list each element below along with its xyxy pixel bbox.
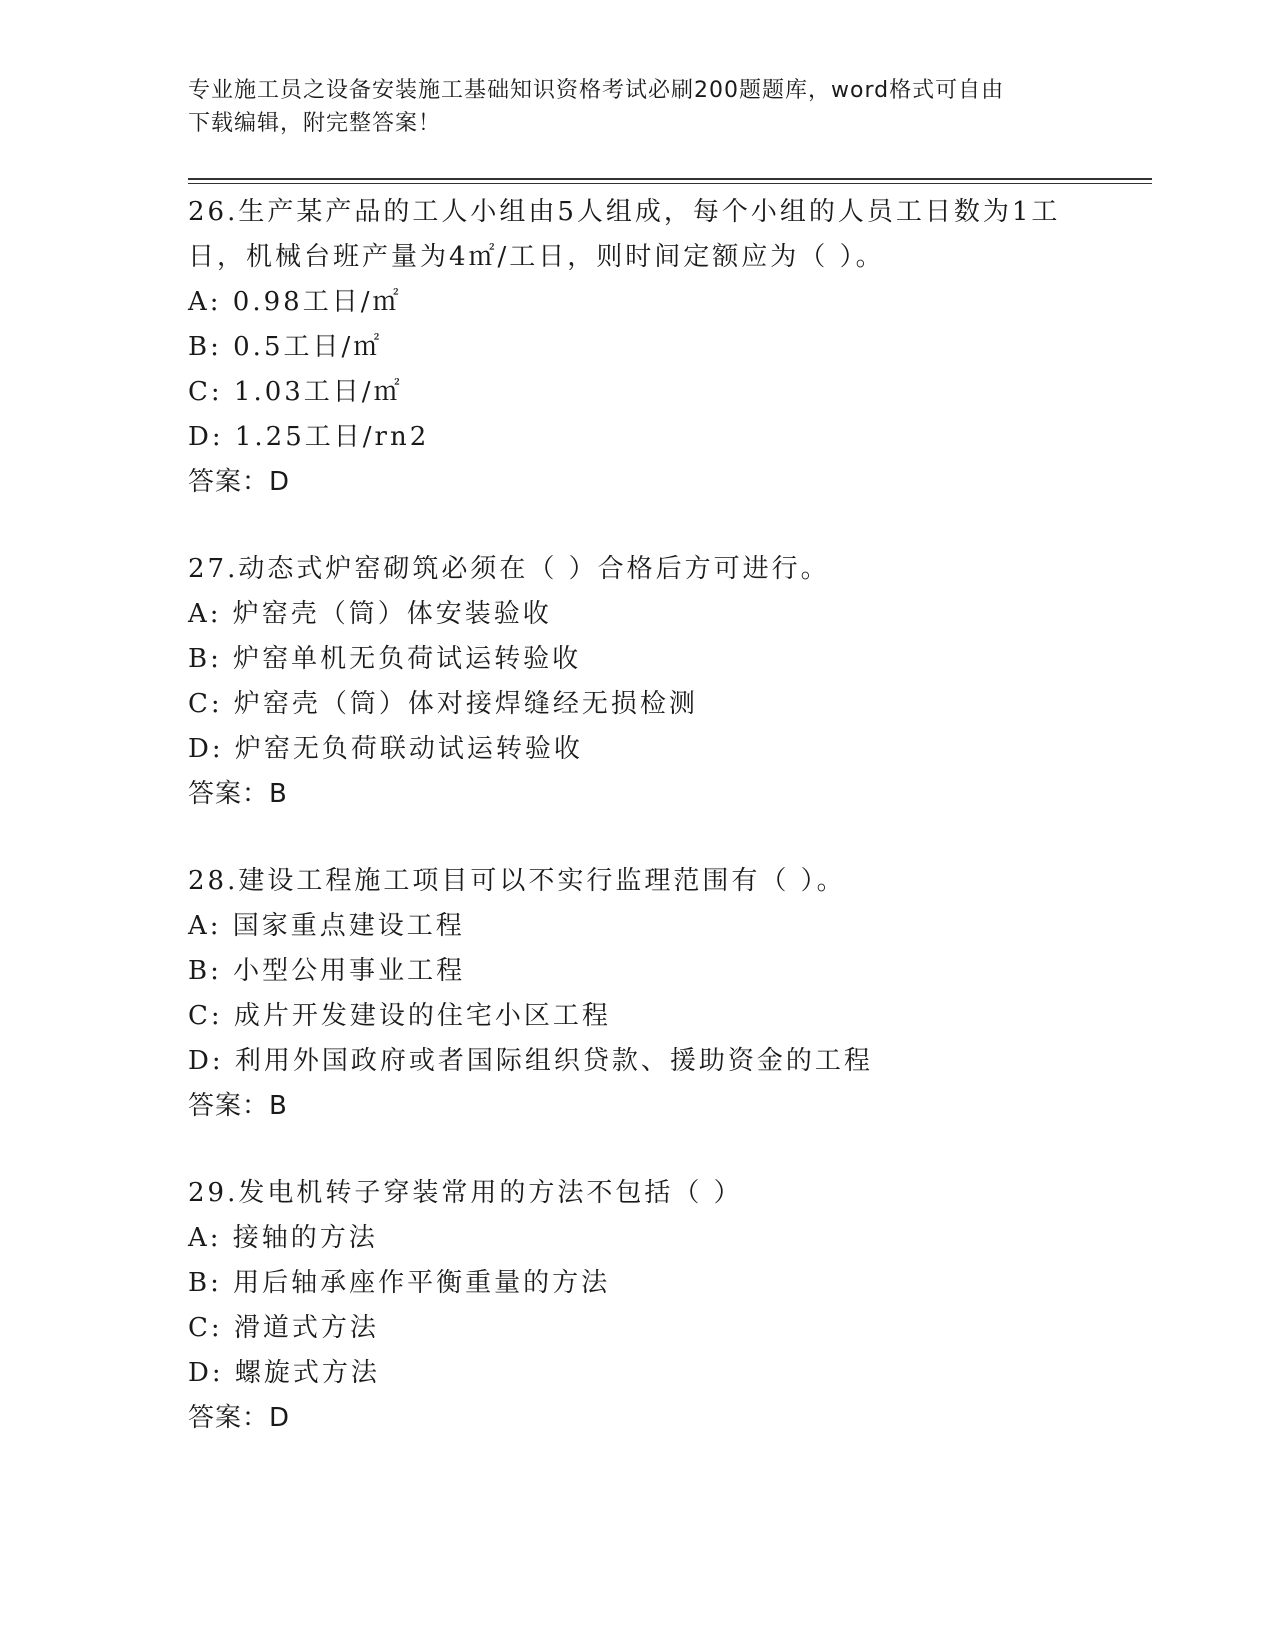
question-stem: 29.发电机转子穿装常用的方法不包括（ ） (188, 1178, 743, 1208)
option-d: D: 1.25工日/rn2 (188, 422, 430, 452)
question-28 (188, 859, 1088, 1129)
answer: 答案：B (188, 779, 288, 809)
answer: 答案：B (188, 1091, 288, 1121)
header-line-2: 下载编辑，附完整答案！ (188, 111, 442, 136)
option-b: B: 炉窑单机无负荷试运转验收 (188, 644, 582, 674)
option-c: C: 1.03工日/㎡ (188, 377, 403, 407)
answer: 答案：D (188, 467, 291, 497)
option-c: C: 成片开发建设的住宅小区工程 (188, 1001, 611, 1031)
option-d: D: 利用外国政府或者国际组织贷款、援助资金的工程 (188, 1046, 873, 1076)
option-a: A: 国家重点建设工程 (188, 911, 465, 941)
option-b: B: 用后轴承座作平衡重量的方法 (188, 1268, 611, 1298)
option-b: B: 小型公用事业工程 (188, 956, 466, 986)
option-c: C: 炉窑壳（筒）体对接焊缝经无损检测 (188, 689, 698, 719)
question-stem: 27.动态式炉窑砌筑必须在（ ）合格后方可进行。 (188, 554, 830, 584)
answer: 答案：D (188, 1403, 291, 1433)
option-a: A: 0.98工日/㎡ (188, 287, 402, 317)
option-d: D: 炉窑无负荷联动试运转验收 (188, 734, 583, 764)
question-list (188, 190, 1088, 1483)
header-divider-thick (188, 178, 1152, 180)
question-stem: 26.生产某产品的工人小组由5人组成，每个小组的人员工日数为1工 (188, 197, 1061, 227)
option-b: B: 0.5工日/㎡ (188, 332, 383, 362)
question-29 (188, 1171, 1088, 1441)
option-a: A: 炉窑壳（筒）体安装验收 (188, 599, 552, 629)
option-d: D: 螺旋式方法 (188, 1358, 380, 1388)
question-stem-continued: 日，机械台班产量为4㎡/工日，则时间定额应为（ ）。 (188, 242, 885, 272)
document-header (188, 74, 1088, 140)
question-27 (188, 547, 1088, 817)
question-stem: 28.建设工程施工项目可以不实行监理范围有（ ）。 (188, 866, 846, 896)
option-c: C: 滑道式方法 (188, 1313, 379, 1343)
header-divider-thin (188, 183, 1152, 184)
header-line-1: 专业施工员之设备安装施工基础知识资格考试必刷200题题库，word格式可自由 (188, 78, 1005, 103)
question-26 (188, 190, 1088, 505)
option-a: A: 接轴的方法 (188, 1223, 378, 1253)
